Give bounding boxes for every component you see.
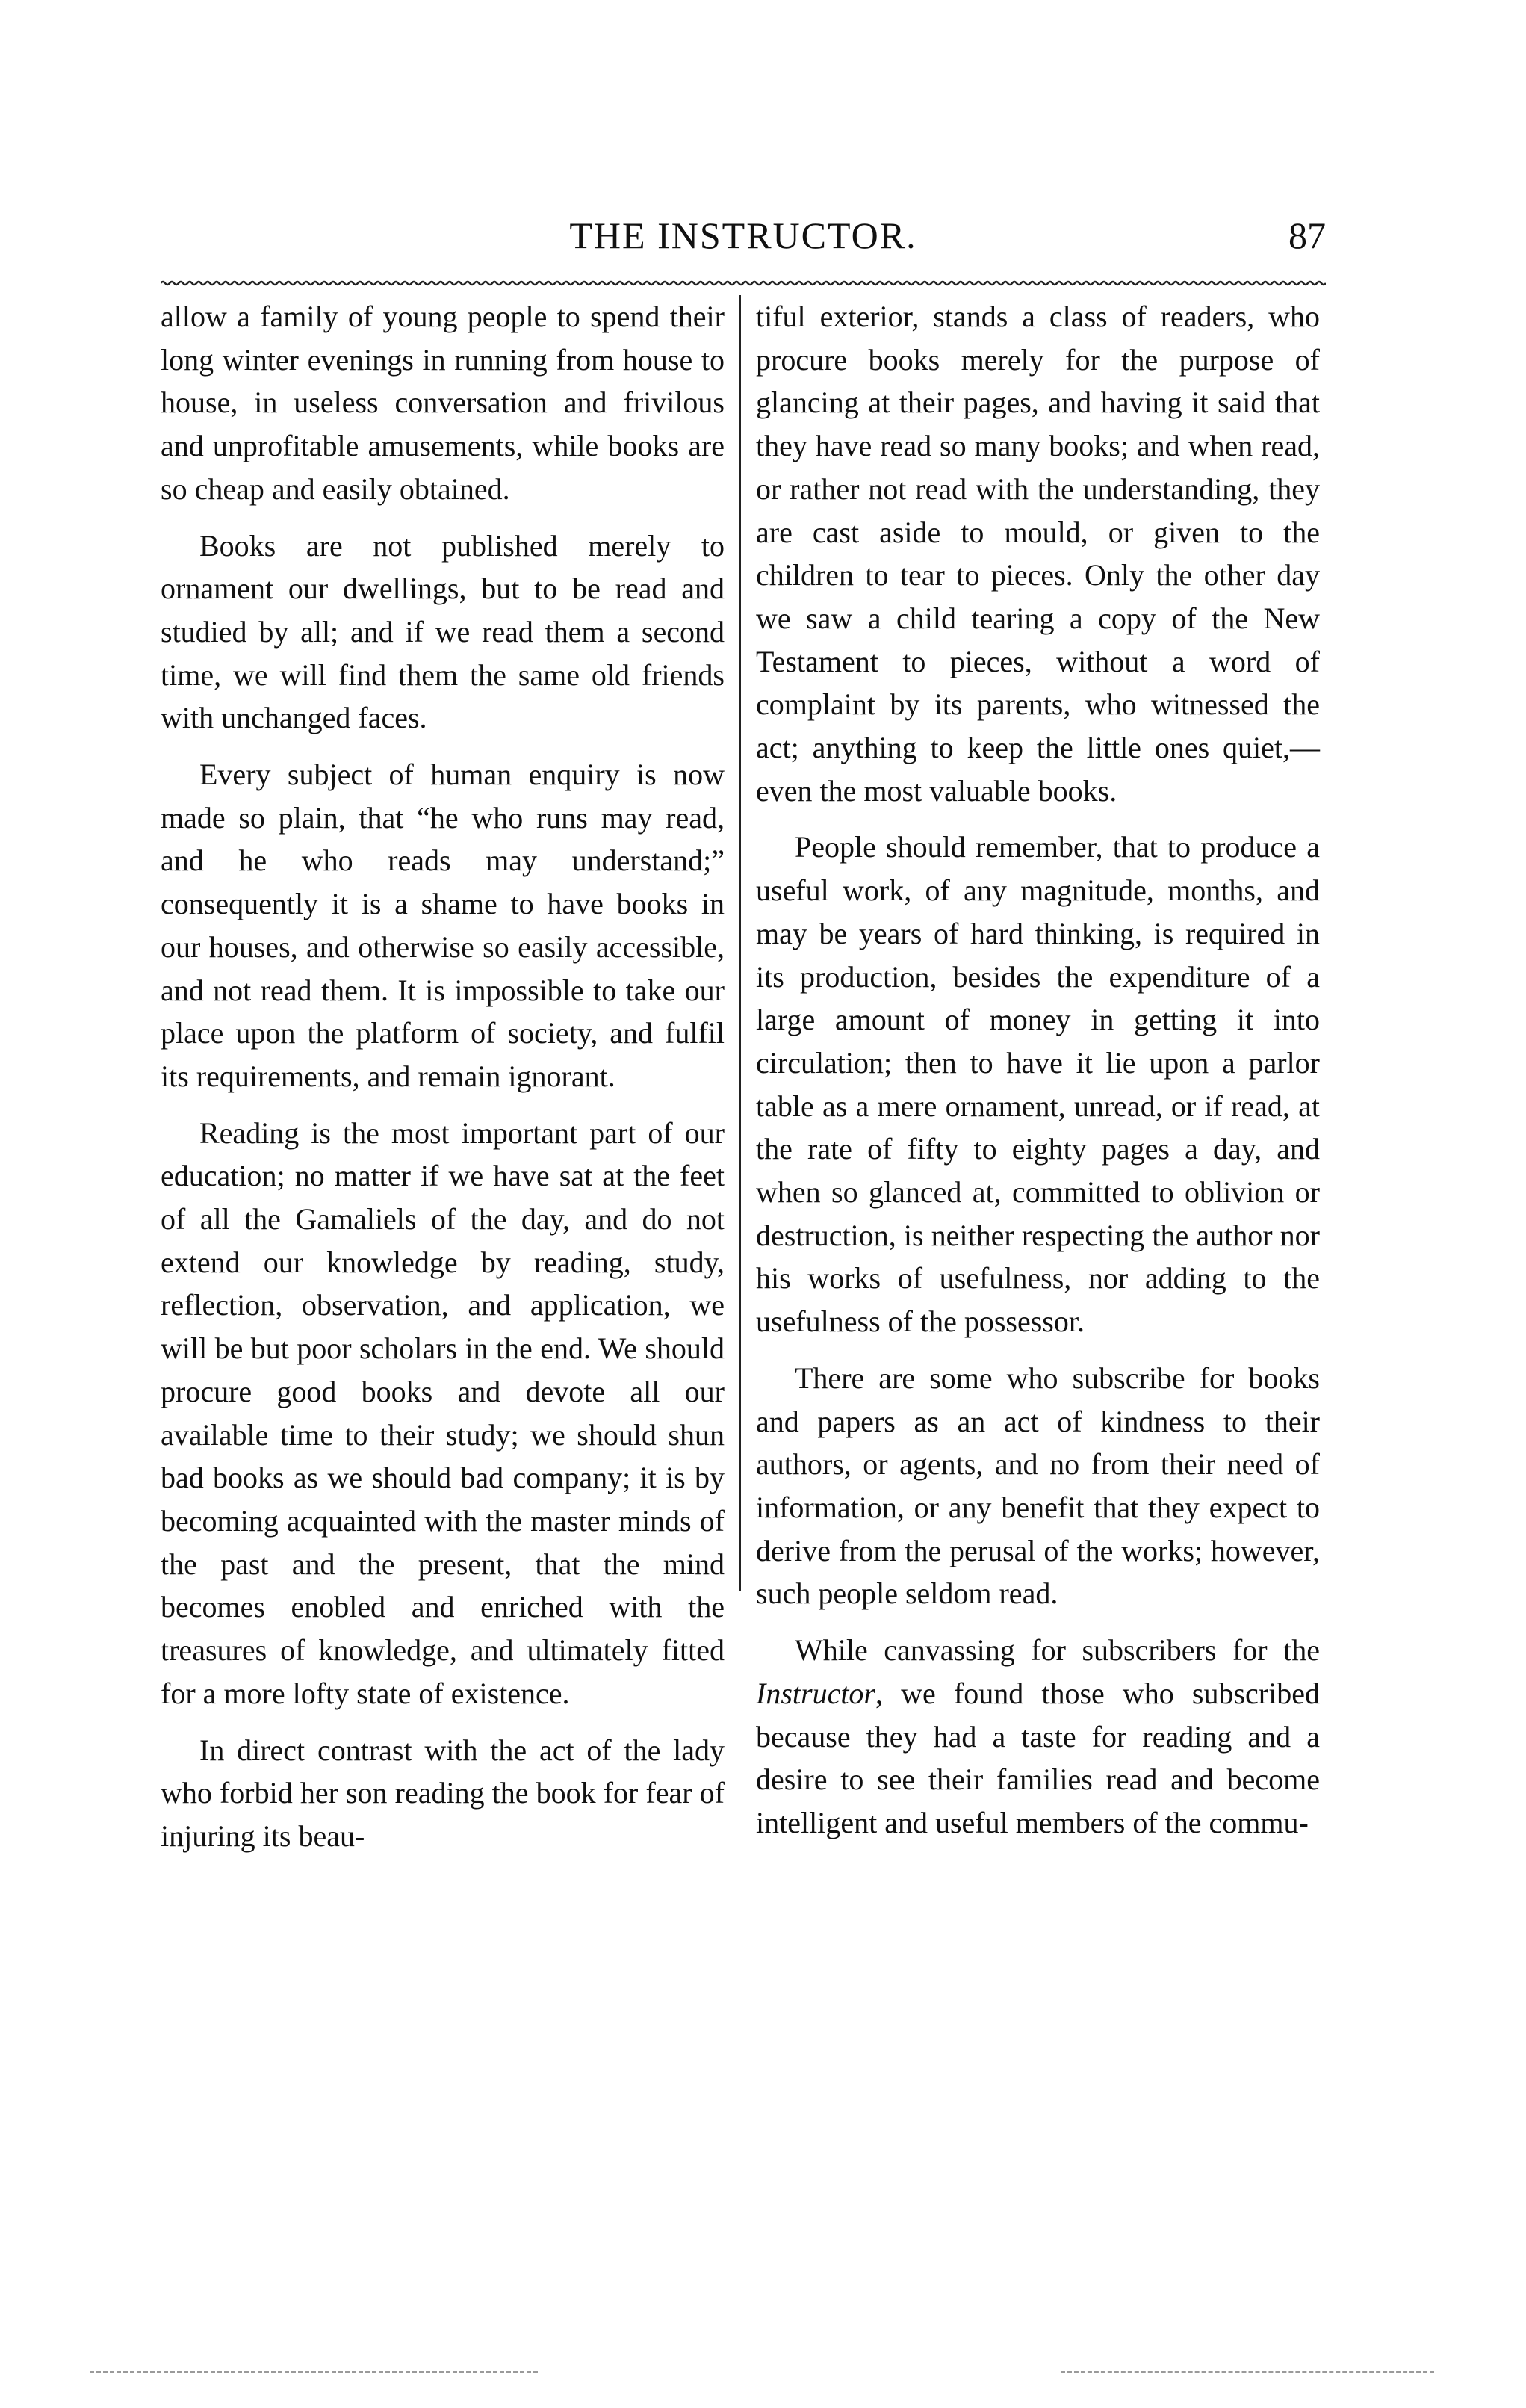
page-number: 87: [1288, 214, 1326, 256]
footer-rule-left: [90, 2371, 538, 2377]
publication-title: Instructor: [756, 1676, 875, 1710]
paragraph-text: , we found those who subscribed because they had a taste for reading and a desire to see their families read and become intelligent and useful members of the commu-: [756, 1676, 1320, 1839]
paragraph: [756, 1629, 1320, 1845]
paragraph-text: While canvassing for subscribers for the: [795, 1633, 1320, 1668]
paragraph: There are some who subscribe for books and papers as an act of kindness to their authors, or agents, and no from their need of information, or any benefit that they expect to derive from the perusal of the works; however, such people seldom read.: [756, 1361, 1320, 1611]
footer-rule-right: [1061, 2371, 1434, 2377]
paragraph: tiful exterior, stands a class of readers, who procure books merely for the purpose of glancing at their pages, and having it said that they have read so many books; and when read, or rather not read with the understanding, they are cast aside to mould, or given to the children to tear to pieces. Only the other day we saw a child tearing a copy of the New Testament to pieces, without a word of complaint by its parents, who witnessed the act; anything to keep the little ones quiet,—even the most valuable books.: [756, 300, 1320, 808]
paragraph: People should remember, that to produce a useful work, of any magnitude, months, and may be years of hard thinking, is required in its production, besides the expenditure of a large amount of money in getting it into circulation; then to have it lie upon a parlor table as a mere ornament, unread, or if read, at the rate of fifty to eighty pages a day, and when so glanced at, committed to oblivion or destruction, is neither respecting the author nor his works of usefulness, nor adding to the usefulness of the possessor.: [756, 830, 1320, 1339]
page-title: THE INSTRUCTOR.: [569, 214, 917, 256]
paragraph: Books are not published merely to ornament our dwellings, but to be read and studied by all; and if we read them a second time, we will find them the same old friends with unchanged faces.: [161, 528, 725, 735]
column-divider: [739, 295, 741, 1591]
paragraph: In direct contrast with the act of the lady who forbid her son reading the book for fear of injuring its beau-: [161, 1733, 725, 1853]
paragraph: Every subject of human enquiry is now made so plain, that “he who runs may read, and he who reads may understand;” consequently it is a shame to have books in our houses, and otherwise so easily accessible, and not read them. It is impossible to take our place upon the platform of society, and fulfil its requirements, and remain ignorant.: [161, 758, 725, 1093]
page-header: [161, 205, 1326, 265]
paragraph: allow a family of young people to spend their long winter evenings in running from house to house, in useless conversation and frivilous and unprofitable amusements, while books are so cheap and easily obtained.: [161, 300, 725, 506]
left-column: [161, 295, 725, 1858]
paragraph: Reading is the most important part of our education; no matter if we have sat at the feet of all the Gamaliels of the day, and do not extend our knowledge by reading, study, reflection, observation, and application, we will be but poor scholars in the end. We should procure good books and devote all our available time to their study; we should shun bad books as we should bad company; it is by becoming acquainted with the master minds of the past and the present, that the mind becomes enobled and enriched with the treasures of knowledge, and ultimately fitted for a more lofty state of existence.: [161, 1115, 725, 1710]
right-column: [756, 295, 1320, 1845]
header-wavy-rule: [161, 278, 1326, 288]
